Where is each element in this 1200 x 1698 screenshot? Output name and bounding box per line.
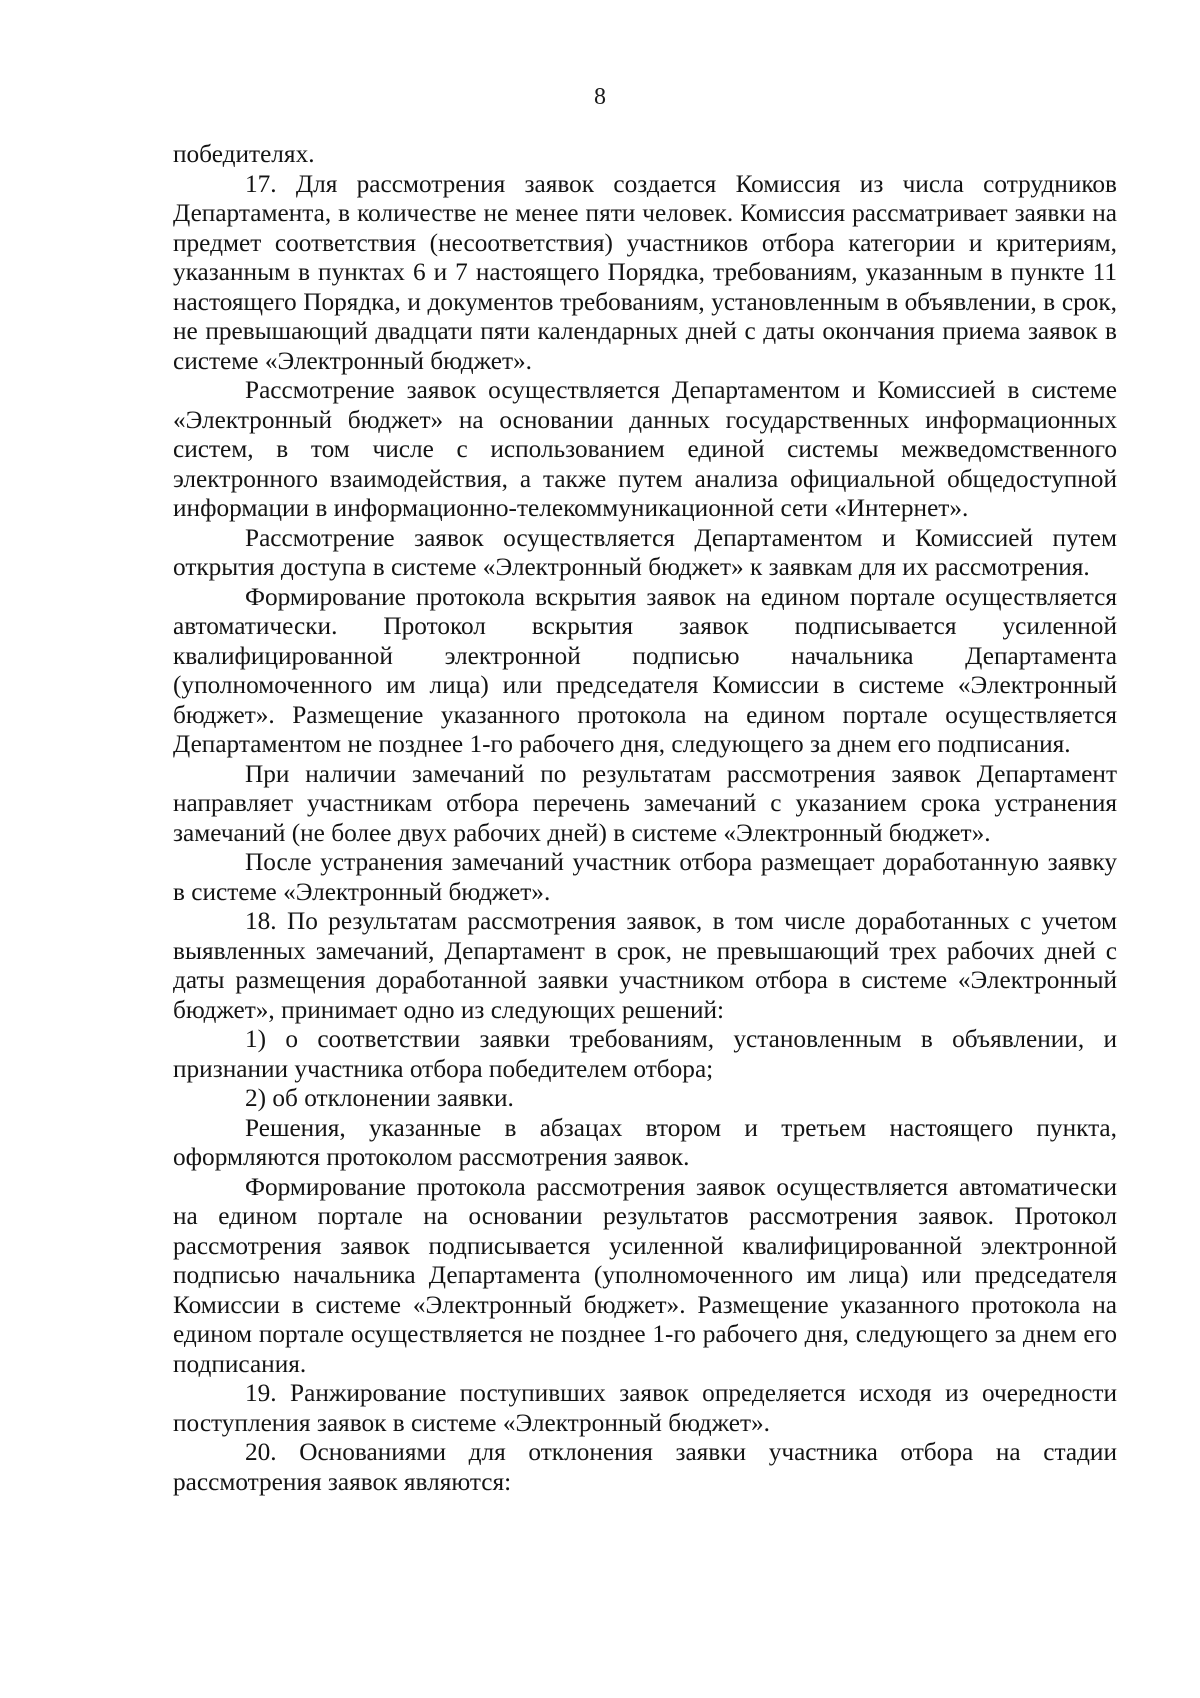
paragraph-continuation: победителях. [173,140,315,168]
paragraph: Формирование протокола рассмотрения заявок осуществляется автоматически на едином портале на основании результатов рассмотрения заявок. Протокол рассмотрения заявок подписывается усиленной квалифицированной электронной подписью начальника Департамента (уполномоченного им лица) или председателя Комиссии в системе «Электронный бюджет». Размещение указанного протокола на едином портале осуществляется не позднее 1-го рабочего дня, следующего за днем его подписания. [173,1172,1117,1378]
paragraph: Решения, указанные в абзацах втором и третьем настоящего пункта, оформляются протоколом рассмотрения заявок. [173,1113,1117,1171]
paragraph: Рассмотрение заявок осуществляется Департаментом и Комиссией в системе «Электронный бюджет» на основании данных государственных информационных систем, в том числе с использованием единой системы межведомственного электронного взаимодействия, а также путем анализа официальной общедоступной информации в информационно-телекоммуникационной сети «Интернет». [173,376,1117,522]
list-item: 2) об отклонении заявки. [245,1084,514,1112]
paragraph: Формирование протокола вскрытия заявок на едином портале осуществляется автоматически. Протокол вскрытия заявок подписывается усиленной квалифицированной электронной подписью начальника Департамента (уполномоченного им лица) или председателя Комиссии в системе «Электронный бюджет». Размещение указанного протокола на едином портале осуществляется Департаментом не позднее 1-го рабочего дня, следующего за днем его подписания. [173,582,1117,758]
document-body [173,140,1117,1497]
list-item: 1) о соответствии заявки требованиям, установленным в объявлении, и признании участника отбора победителем отбора; [173,1025,1117,1083]
paragraph: Рассмотрение заявок осуществляется Департаментом и Комиссией путем открытия доступа в системе «Электронный бюджет» к заявкам для их рассмотрения. [173,523,1117,581]
paragraph-item-17: 17. Для рассмотрения заявок создается Комиссия из числа сотрудников Департамента, в количестве не менее пяти человек. Комиссия рассматривает заявки на предмет соответствия (несоответствия) участников отбора категории и критериям, указанным в пунктах 6 и 7 настоящего Порядка, требованиям, указанным в пункте 11 настоящего Порядка, и документов требованиям, установленным в объявлении, в срок, не превышающий двадцати пяти календарных дней с даты окончания приема заявок в системе «Электронный бюджет». [173,169,1117,375]
paragraph: При наличии замечаний по результатам рассмотрения заявок Департамент направляет участникам отбора перечень замечаний с указанием срока устранения замечаний (не более двух рабочих дней) в системе «Электронный бюджет». [173,759,1117,847]
paragraph: После устранения замечаний участник отбора размещает доработанную заявку в системе «Электронный бюджет». [173,848,1117,906]
paragraph-item-20: 20. Основаниями для отклонения заявки участника отбора на стадии рассмотрения заявок являются: [173,1438,1117,1496]
paragraph-item-19: 19. Ранжирование поступивших заявок определяется исходя из очередности поступления заявок в системе «Электронный бюджет». [173,1379,1117,1437]
page-number: 8 [594,84,606,110]
paragraph-item-18: 18. По результатам рассмотрения заявок, в том числе доработанных с учетом выявленных замечаний, Департамент в срок, не превышающий трех рабочих дней с даты размещения доработанной заявки участником отбора в системе «Электронный бюджет», принимает одно из следующих решений: [173,907,1117,1024]
